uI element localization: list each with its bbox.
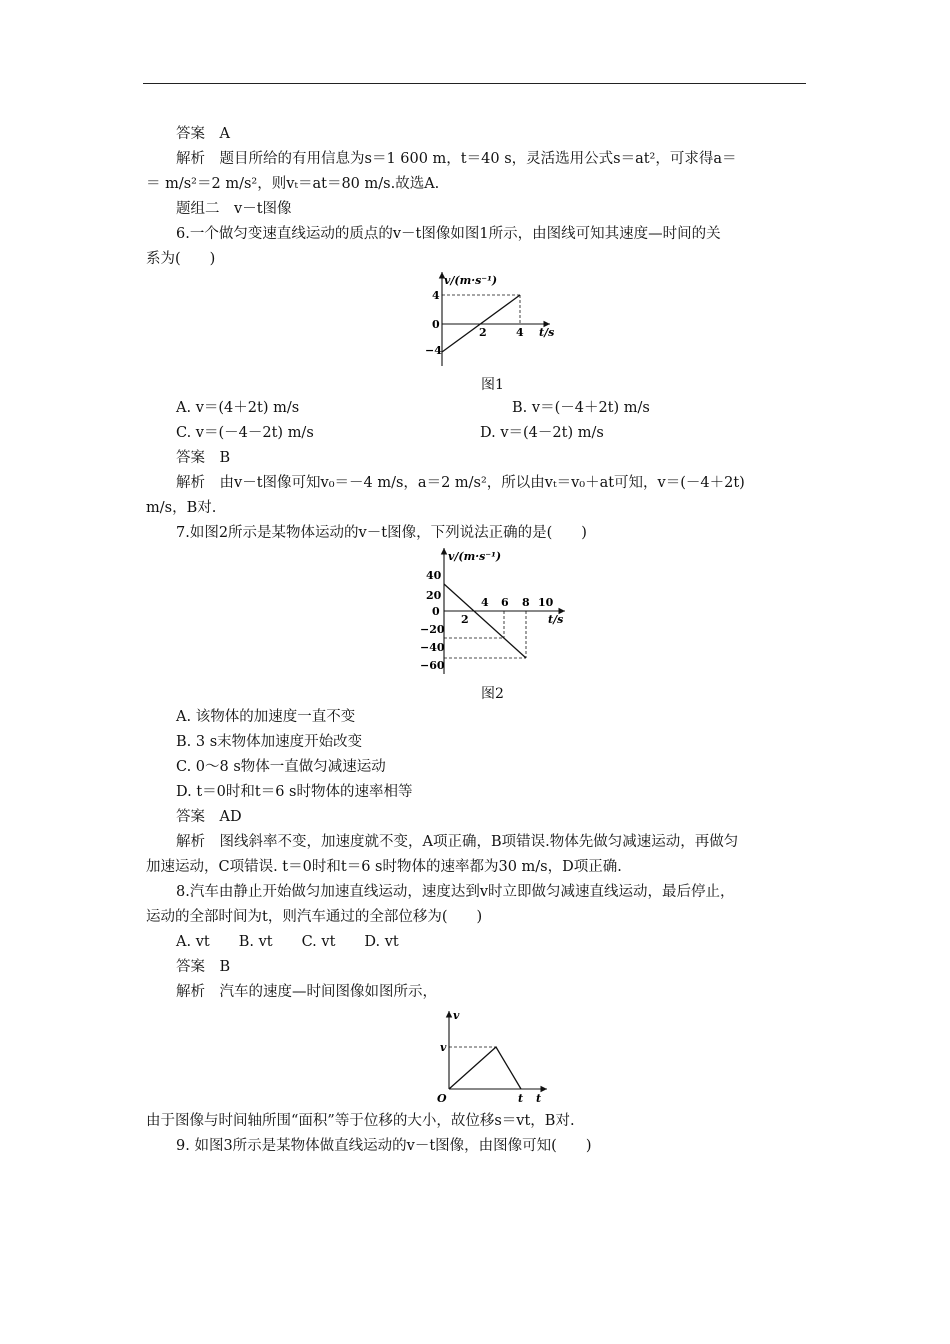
fig3-origin: O <box>437 1092 447 1105</box>
fig3-series-line <box>449 1047 521 1089</box>
fig2-ytick-20: 20 <box>426 589 442 602</box>
q7-analysis-line2: 加速运动，C项错误. t＝0时和t＝6 s时物体的速率都为30 m/s，D项正确. <box>146 859 622 875</box>
fig3-ytick-v: v <box>440 1041 447 1054</box>
fig2-xtick-2: 2 <box>461 613 469 626</box>
q7-option-d: D. t＝0时和t＝6 s时物体的速率相等 <box>176 784 413 800</box>
figure-2-vt-graph <box>415 542 575 677</box>
q8-stem-line1: 8.汽车由静止开始做匀加速直线运动，速度达到v时立即做匀减速直线运动，最后停止， <box>176 884 735 900</box>
q9-stem: 9. 如图3所示是某物体做直线运动的v－t图像，由图像可知( ) <box>176 1138 592 1154</box>
fig1-ytick-4: 4 <box>432 289 440 302</box>
group2-heading: 题组二 v－t图像 <box>176 201 292 217</box>
fig1-ytick-neg4: −4 <box>425 344 442 357</box>
fig2-ytick-40: 40 <box>426 569 442 582</box>
q6-answer: 答案 B <box>176 450 231 466</box>
q6-option-d: D. v＝(4－2t) m/s <box>480 425 604 441</box>
fig2-ytick-0: 0 <box>432 605 440 618</box>
fig3-xtick-t: t <box>518 1092 524 1105</box>
q8-analysis-line2: 由于图像与时间轴所围“面积”等于位移的大小，故位移s＝vt，B对. <box>146 1113 575 1129</box>
fig2-xlabel: t/s <box>548 613 564 626</box>
figure-1-caption: 图1 <box>481 377 504 393</box>
q7-analysis-line1: 解析 图线斜率不变，加速度就不变，A项正确，B项错误.物体先做匀减速运动，再做匀 <box>176 834 739 850</box>
q7-stem: 7.如图2所示是某物体运动的v－t图像，下列说法正确的是( ) <box>176 525 587 541</box>
q6-stem-line2: 系为( ) <box>146 251 216 267</box>
fig2-xtick-4: 4 <box>481 596 489 609</box>
q6-analysis-line1: 解析 由v－t图像可知v₀＝－4 m/s，a＝2 m/s²，所以由vₜ＝v₀＋at可知，v＝(－4＋2t) <box>176 475 745 491</box>
figure-2-caption: 图2 <box>481 686 504 702</box>
figure-q8-vt-graph <box>425 1005 555 1110</box>
fig1-ylabel: v/(m·s⁻¹) <box>444 274 498 287</box>
fig3-ylabel: v <box>453 1009 460 1022</box>
q7-option-c: C. 0～8 s物体一直做匀减速运动 <box>176 759 386 775</box>
q6-option-c: C. v＝(－4－2t) m/s <box>176 425 314 441</box>
q7-option-a: A. 该物体的加速度一直不变 <box>176 709 356 725</box>
figure-1-vt-graph <box>415 266 565 371</box>
fig2-ylabel: v/(m·s⁻¹) <box>448 550 502 563</box>
q8-answer: 答案 B <box>176 959 231 975</box>
q7-option-b: B. 3 s末物体加速度开始改变 <box>176 734 363 750</box>
fig2-xtick-8: 8 <box>522 596 530 609</box>
fig1-ytick-0: 0 <box>432 318 440 331</box>
q5-answer: 答案 A <box>176 126 230 142</box>
q6-stem-line1: 6.一个做匀变速直线运动的质点的v－t图像如图1所示，由图线可知其速度—时间的关 <box>176 226 721 242</box>
fig1-xtick-2: 2 <box>479 326 487 339</box>
q8-options: A. vt B. vt C. vt D. vt <box>176 934 399 950</box>
fig2-xtick-10: 10 <box>538 596 554 609</box>
q5-analysis-line1: 解析 题目所给的有用信息为s＝1 600 m，t＝40 s，灵活选用公式s＝at²，可求得a＝ <box>176 151 737 167</box>
q6-option-a: A. v＝(4＋2t) m/s <box>176 400 300 416</box>
q6-option-b: B. v＝(－4＋2t) m/s <box>512 400 650 416</box>
fig2-ytick-neg60: −60 <box>420 659 445 672</box>
q8-stem-line2: 运动的全部时间为t，则汽车通过的全部位移为( ) <box>146 909 483 925</box>
fig1-xtick-4: 4 <box>516 326 524 339</box>
fig2-xtick-6: 6 <box>501 596 509 609</box>
fig1-xlabel: t/s <box>539 326 555 339</box>
q5-analysis-line2: ＝ m/s²＝2 m/s²，则vₜ＝at＝80 m/s.故选A. <box>146 176 440 192</box>
header-rule <box>143 83 806 84</box>
q8-analysis-line1: 解析 汽车的速度—时间图像如图所示， <box>176 984 437 1000</box>
q6-analysis-line2: m/s，B对. <box>146 500 217 516</box>
q7-answer: 答案 AD <box>176 809 242 825</box>
fig2-ytick-neg20: −20 <box>420 623 445 636</box>
fig3-xlabel: t <box>536 1092 542 1105</box>
fig2-ytick-neg40: −40 <box>420 641 445 654</box>
